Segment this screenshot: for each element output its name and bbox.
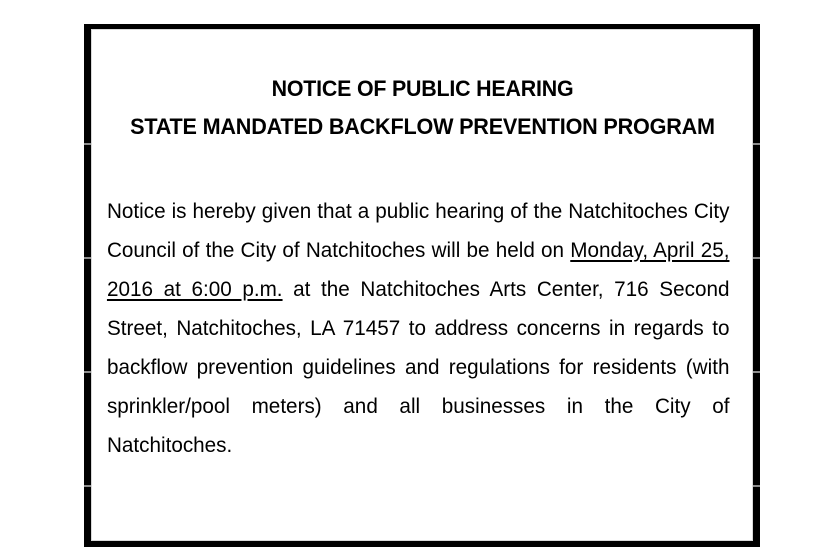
notice-body-text	[103, 192, 732, 504]
notice-border-frame	[84, 24, 760, 547]
border-row-tick	[84, 371, 91, 373]
heading-body-spacer	[103, 146, 742, 192]
border-row-tick	[753, 485, 760, 487]
border-row-tick	[84, 257, 91, 259]
notice-heading	[103, 29, 742, 146]
notice-content	[91, 29, 753, 541]
notice-lead-text: Notice is hereby given that a public hearing of the Natchitoches City Council of the City of Natchitoches will be held on	[106, 200, 730, 262]
border-row-tick	[753, 143, 760, 145]
border-row-tick	[84, 485, 91, 487]
notice-trailing-text: at the Natchitoches Arts Center, 716 Second Street, Natchitoches, LA 71457 to address concerns in regards to backflow prevention guidelines and regulations for residents (with sprinkler/pool meters) and all businesses in the City of Natchitoches.	[106, 278, 730, 457]
heading-line-notice-of-public-hearing: NOTICE OF PUBLIC HEARING	[271, 76, 574, 101]
border-row-tick	[84, 143, 91, 145]
heading-line-program-name: STATE MANDATED BACKFLOW PREVENTION PROGRAM	[130, 114, 715, 139]
notice-paragraph	[107, 192, 730, 504]
border-row-tick	[753, 371, 760, 373]
border-row-tick	[753, 257, 760, 259]
hearing-datetime-underlined: Monday, April 25, 2016 at 6:00 p.m.	[106, 239, 730, 301]
